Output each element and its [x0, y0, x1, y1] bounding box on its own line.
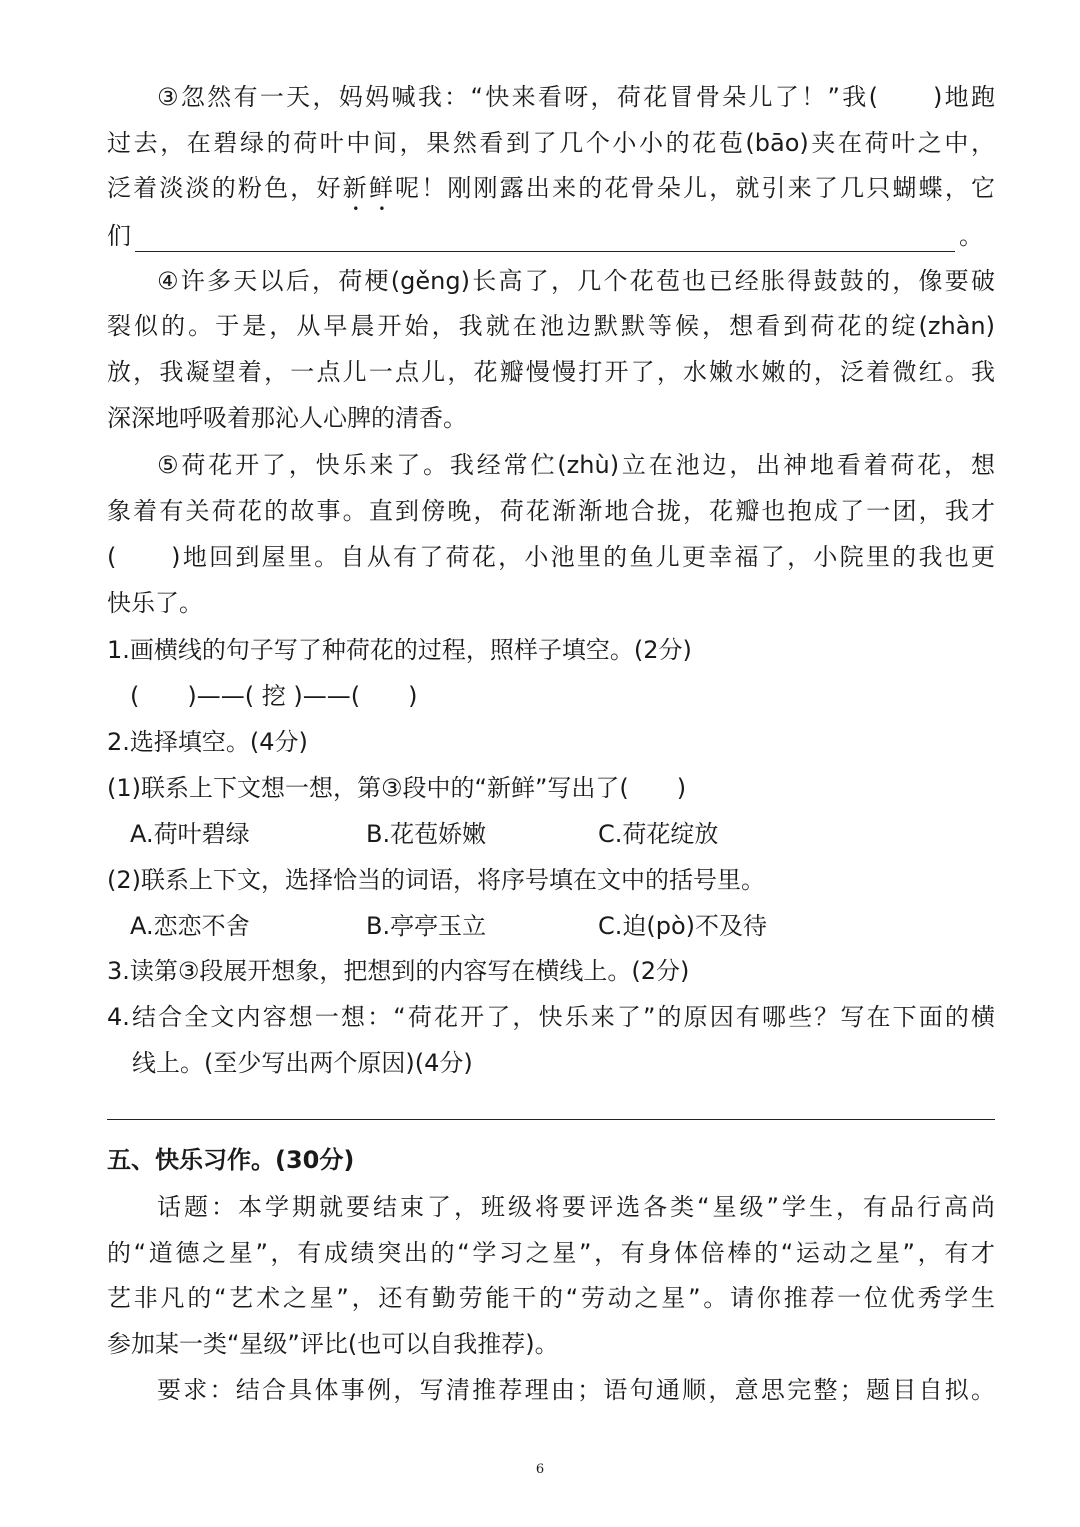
text-line: 过去，在碧绿的荷叶中间，果然看到了几个小小的花苞(bāo)夹在荷叶之中， — [107, 129, 995, 157]
text: 们 — [107, 222, 131, 250]
option-a: A.恋恋不舍 — [130, 912, 250, 940]
text-line: ( )地回到屋里。自从有了荷花，小池里的鱼儿更幸福了，小院里的我也更 — [107, 543, 995, 571]
text-line: 的“道德之星”，有成绩突出的“学习之星”，有身体倍棒的“运动之星”，有才 — [107, 1239, 995, 1267]
text-line: 放，我凝望着，一点儿一点儿，花瓣慢慢打开了，水嫩水嫩的，泛着微红。我 — [107, 358, 995, 386]
answer-line[interactable] — [107, 1119, 995, 1120]
option-c: C.荷花绽放 — [598, 820, 719, 848]
question-1-fill[interactable]: ( )——( 挖 )——( ) — [130, 682, 418, 710]
page-number: 6 — [535, 1462, 545, 1477]
text-line — [107, 172, 995, 216]
text-line: ③忽然有一天，妈妈喊我：“快来看呀，荷花冒骨朵儿了！”我( )地跑 — [157, 83, 995, 111]
text-line: ⑤荷花开了，快乐来了。我经常伫(zhù)立在池边，出神地看着荷花，想 — [157, 451, 995, 479]
section-heading: 五、快乐习作。(30分) — [107, 1146, 355, 1174]
text-line: ④许多天以后，荷梗(gěng)长高了，几个花苞也已经胀得鼓鼓的，像要破 — [157, 267, 995, 295]
question-2-2: (2)联系上下文，选择恰当的词语，将序号填在文中的括号里。 — [107, 866, 765, 894]
question-3: 3.读第③段展开想象，把想到的内容写在横线上。(2分) — [107, 957, 690, 985]
option-a: A.荷叶碧绿 — [130, 820, 250, 848]
question-4: 4.结合全文内容想一想：“荷花开了，快乐来了”的原因有哪些？写在下面的横 — [107, 1003, 995, 1031]
question-1: 1.画横线的句子写了种荷花的过程，照样子填空。(2分) — [107, 636, 692, 664]
emphasized-word: 新鲜 — [342, 174, 396, 202]
text-line: 象着有关荷花的故事。直到傍晚，荷花渐渐地合拢，花瓣也抱成了一团，我才 — [107, 497, 995, 525]
option-b: B.花苞娇嫩 — [366, 820, 487, 848]
text-line: 艺非凡的“艺术之星”，还有勤劳能干的“劳动之星”。请你推荐一位优秀学生 — [107, 1284, 995, 1312]
text: 。 — [959, 222, 983, 250]
text: 呢！刚刚露出来的花骨朵儿，就引来了几只蝴蝶，它 — [395, 174, 996, 202]
answer-line[interactable] — [135, 229, 955, 252]
text: 泛着淡淡的粉色，好 — [107, 174, 343, 202]
text-line: 参加某一类“星级”评比(也可以自我推荐)。 — [107, 1330, 559, 1358]
requirement: 要求：结合具体事例，写清推荐理由；语句通顺，意思完整；题目自拟。 — [157, 1376, 995, 1404]
text-line: 快乐了。 — [107, 589, 203, 617]
question-2: 2.选择填空。(4分) — [107, 728, 308, 756]
question-2-1: (1)联系上下文想一想，第③段中的“新鲜”写出了( ) — [107, 774, 687, 802]
text-line: 裂似的。于是，从早晨开始，我就在池边默默等候，想看到荷花的绽(zhàn) — [107, 312, 995, 340]
question-4-cont: 线上。(至少写出两个原因)(4分) — [132, 1049, 473, 1077]
text-line: 话题：本学期就要结束了，班级将要评选各类“星级”学生，有品行高尚 — [157, 1193, 995, 1221]
text-line — [107, 220, 995, 252]
text-line: 深深地呼吸着那沁人心脾的清香。 — [107, 404, 467, 432]
option-b: B.亭亭玉立 — [366, 912, 487, 940]
option-c: C.迫(pò)不及待 — [598, 912, 768, 940]
